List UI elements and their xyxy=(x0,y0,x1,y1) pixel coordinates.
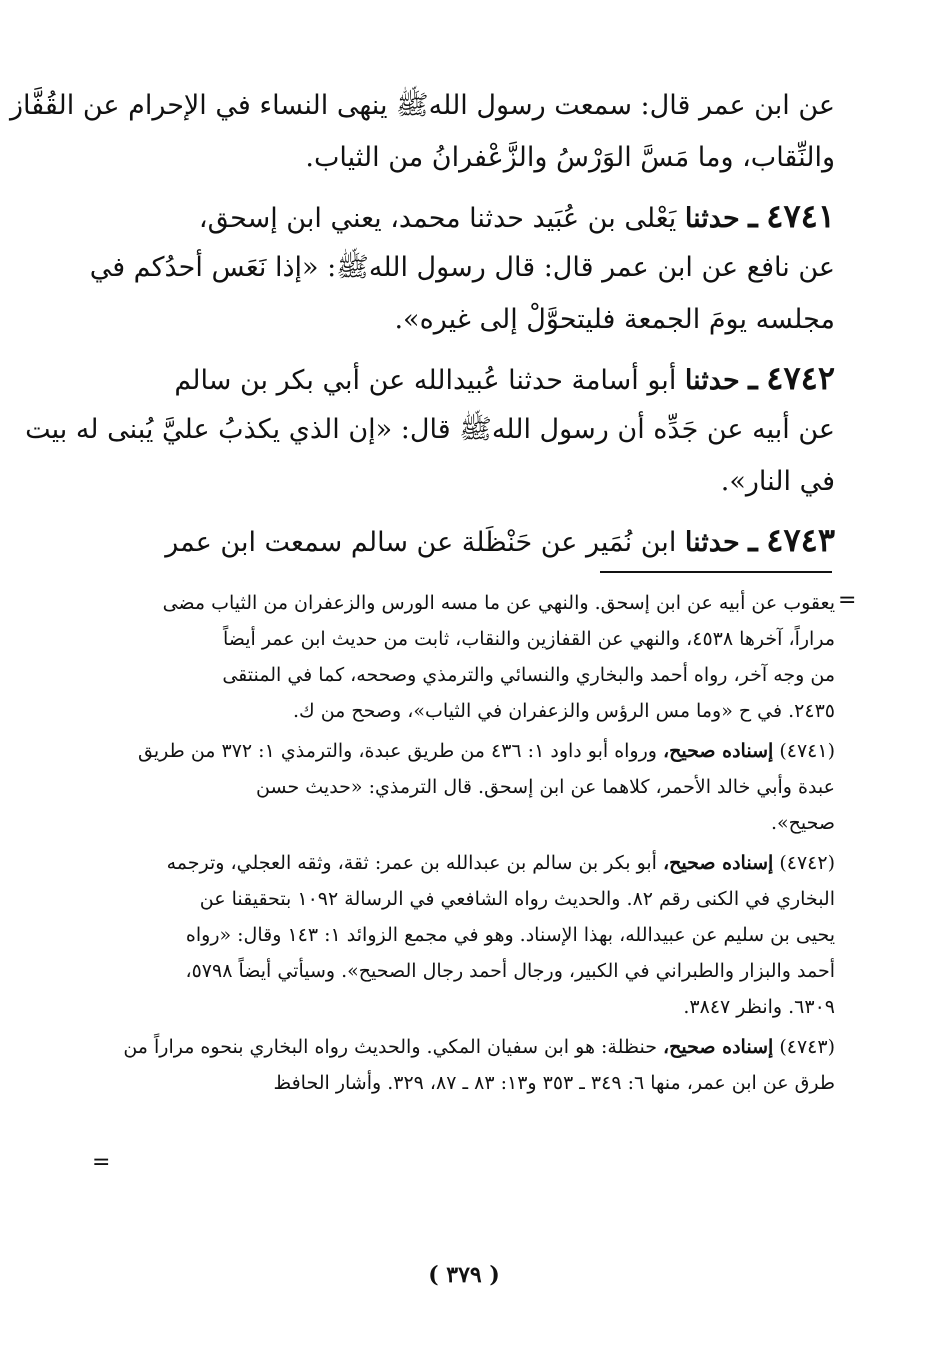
page-number: ( ٣٧٩ ) xyxy=(428,1262,500,1288)
hadith-line-text: أبو أسامة حدثنا عُبيدالله عن أبي بكر بن سالم xyxy=(174,365,677,396)
hadith-dash: ـ xyxy=(748,521,758,559)
continuation-mark-top: = xyxy=(838,588,857,613)
footnote-line: يحيى بن سليم عن عبيدالله، بهذا الإسناد. وهو في مجمع الزوائد ١: ١٤٣ وقال: «رواه xyxy=(185,924,835,946)
footnote-line: أحمد والبزار والطبراني في الكبير، ورجال أحمد رجال الصحيح». وسيأتي أيضاً ٥٧٩٨، xyxy=(185,960,835,982)
footnote-grade: إسناده صحيح، xyxy=(663,740,774,762)
hadith-line-text: يَعْلى بن عُبَيد حدثنا محمد، يعني ابن إسحق، xyxy=(198,203,677,234)
hadith-dash: ـ xyxy=(748,359,758,397)
hadith-line: في النار». xyxy=(720,466,835,497)
hadith-dash: ـ xyxy=(748,197,758,235)
footnote-label: (٤٧٤١) xyxy=(779,740,835,762)
footnote-line: مراراً، آخرها ٤٥٣٨، والنهي عن القفازين والنقاب، ثابت من حديث ابن عمر أيضاً xyxy=(222,628,835,650)
footnotes xyxy=(123,585,835,1105)
hadith-keyword: حدثنا xyxy=(684,365,740,396)
footnote-4741 xyxy=(128,733,835,841)
footnote-line: يعقوب عن أبيه عن ابن إسحق. والنهي عن ما مسه الورس والزعفران من الثياب مضى xyxy=(162,592,835,614)
footnote-separator xyxy=(600,571,832,573)
footnote-continued xyxy=(128,585,835,729)
footnote-text: أبو بكر بن سالم بن عبدالله بن عمر: ثقة، وثقه العجلي، وترجمه xyxy=(166,852,657,874)
footnote-line: من وجه آخر، رواه أحمد والبخاري والنسائي والترمذي وصححه، كما في المنتقى xyxy=(222,664,835,686)
continuation-mark-bottom: = xyxy=(92,1150,111,1175)
intro-line-1: عن ابن عمر قال: سمعت رسول اللهﷺ ينهى النساء في الإحرام عن القُفَّاز xyxy=(9,90,835,121)
hadith-line: عن نافع عن ابن عمر قال: قال رسول اللهﷺ: «إذا نَعَس أحدُكم في xyxy=(89,252,835,283)
footnote-text: حنظلة: هو ابن سفيان المكي. والحديث رواه البخاري بنحوه مراراً من xyxy=(123,1036,657,1058)
footnote-4743 xyxy=(123,1029,835,1101)
footnote-line: طرق عن ابن عمر، منها ٦: ٣٤٩ ـ ٣٥٣ و١٣: ٨٣ ـ ٨٧، ٣٢٩. وأشار الحافظ xyxy=(273,1072,835,1094)
footnote-4742 xyxy=(128,845,835,1025)
footnote-line: ٢٤٣٥. في ح «وما مس الرؤس والزعفران في الثياب»، وصحح من ك. xyxy=(292,700,835,722)
footnote-line: البخاري في الكنى رقم ٨٢. والحديث رواه الشافعي في الرسالة ١٠٩٢ بتحقيقنا عن xyxy=(199,888,835,910)
footnote-grade: إسناده صحيح، xyxy=(663,852,774,874)
intro-line-2: والنِّقاب، وما مَسَّ الوَرْسُ والزَّعْفرانُ من الثياب. xyxy=(305,142,835,173)
footnote-line: عبدة وأبي خالد الأحمر، كلاهما عن ابن إسحق. قال الترمذي: «حديث حسن xyxy=(256,776,835,798)
hadith-line-text: ابن نُمَير عن حَنْظَلة عن سالم سمعت ابن عمر xyxy=(165,527,677,558)
hadith-number: ٤٧٤٢ xyxy=(766,359,835,397)
hadith-4742 xyxy=(25,352,835,508)
footnote-grade: إسناده صحيح، xyxy=(663,1036,774,1058)
hadith-4743 xyxy=(128,514,835,566)
footnote-text: ورواه أبو داود ١: ٤٣٦ من طريق عبدة، والترمذي ١: ٣٧٢ من طريق xyxy=(138,740,657,762)
footnote-label: (٤٧٤٢) xyxy=(779,852,835,874)
hadith-line: عن أبيه عن جَدِّه أن رسول اللهﷺ قال: «إن الذي يكذبُ عليَّ يُبنى له بيت xyxy=(25,414,835,445)
hadith-number: ٤٧٤٣ xyxy=(766,521,835,559)
footnote-line: ٦٣٠٩. وانظر ٣٨٤٧. xyxy=(683,996,835,1018)
hadith-line: مجلسه يومَ الجمعة فليتحوَّلْ إلى غيره». xyxy=(394,304,835,335)
hadith-4741 xyxy=(89,190,835,346)
main-text xyxy=(9,80,835,566)
hadith-number: ٤٧٤١ xyxy=(766,197,835,235)
hadith-keyword: حدثنا xyxy=(684,527,740,558)
footnote-line: صحيح». xyxy=(770,812,835,834)
hadith-keyword: حدثنا xyxy=(684,203,740,234)
footnote-label: (٤٧٤٣) xyxy=(779,1036,835,1058)
